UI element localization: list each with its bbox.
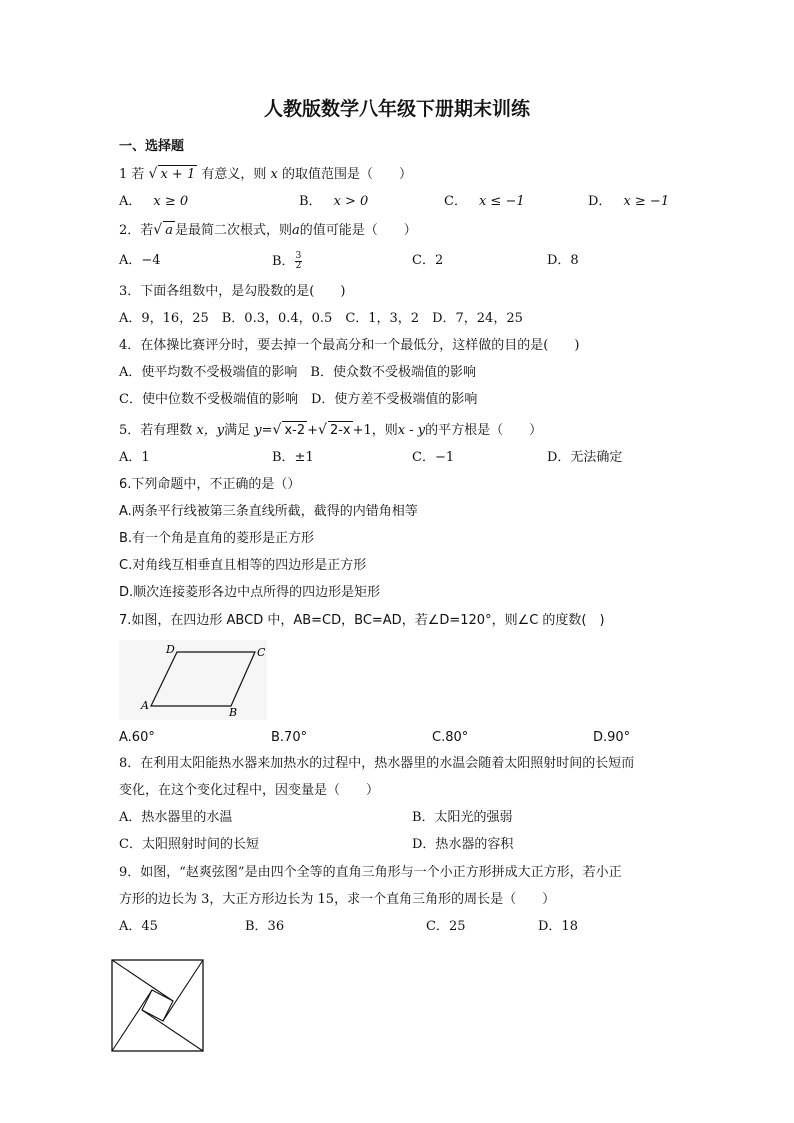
q4-options-line1: A．使平均数不受极端值的影响 B．使众数不受极端值的影响 [119, 365, 476, 380]
question-6-stem: 6.下列命题中，不正确的是（） [119, 477, 301, 492]
question-9-line2: 方形的边长为 3，大正方形边长为 15，求一个直角三角形的周长是（ ） [119, 892, 556, 907]
q8-option-d: D．热水器的容积 [412, 837, 514, 852]
q1-var: x [270, 167, 278, 182]
q1-option-c: C． x ≤ −1 [444, 194, 525, 209]
q1-mid: 有意义，则 [201, 167, 267, 182]
question-8-line2: 变化，在这个变化过程中，因变量是（ ） [119, 783, 380, 798]
q4-options-line2: C．使中位数不受极端值的影响 D．使方差不受极端值的影响 [119, 392, 478, 407]
label-c: C [257, 646, 266, 659]
sqrt-icon: √ [272, 422, 282, 438]
q7-option-a: A.60° [119, 730, 155, 745]
q1-prefix: 1 若 [119, 167, 145, 182]
q2-option-b: B． $\frac{3}{2}$ [272, 251, 302, 271]
q1-suffix: 的取值范围是（ ） [282, 167, 413, 182]
sqrt-icon: √ [148, 166, 158, 182]
q9-option-b: B．36 [245, 919, 285, 934]
parallelogram-figure [119, 640, 267, 720]
q8-option-b: B．太阳光的强弱 [412, 810, 513, 825]
q3-options: A．9，16，25 B．0.3，0.4，0.5 C．1，3，2 D．7，24，25 [119, 311, 523, 326]
q5-option-a: A．1 [119, 450, 150, 465]
q6-option-b: B.有一个角是直角的菱形是正方形 [119, 531, 315, 546]
sqrt-icon: √ [153, 222, 163, 238]
label-d: D [166, 643, 175, 656]
section-heading: 一、选择题 [119, 139, 185, 154]
question-8-line1: 8．在利用太阳能热水器来加热水的过程中，热水器里的水温会随着太阳照射时间的长短而 [119, 756, 635, 771]
question-9-line1: 9．如图，“赵爽弦图”是由四个全等的直角三角形与一个小正方形拼成大正方形，若小正 [119, 865, 622, 880]
label-b: B [229, 706, 238, 719]
q9-option-a: A．45 [119, 919, 158, 934]
sqrt-icon: √ [318, 422, 327, 438]
q5-option-d: D．无法确定 [547, 450, 623, 465]
q2-option-c: C．2 [412, 253, 444, 268]
q6-option-d: D.顺次连接菱形各边中点所得的四边形是矩形 [119, 585, 381, 600]
q9-option-d: D．18 [538, 919, 578, 934]
q8-option-c: C．太阳照射时间的长短 [119, 837, 259, 852]
outer-square [112, 960, 203, 1051]
q9-option-c: C．25 [426, 919, 466, 934]
q1-radicand: x + 1 [160, 167, 196, 182]
inner-square [142, 990, 173, 1021]
q6-option-c: C.对角线互相垂直且相等的四边形是正方形 [119, 558, 367, 573]
q7-option-b: B.70° [271, 730, 308, 745]
q6-option-a: A.两条平行线被第三条直线所截，截得的内错角相等 [119, 504, 418, 519]
question-4-stem: 4．在体操比赛评分时，要去掉一个最高分和一个最低分，这样做的目的是( ) [119, 338, 580, 353]
q8-option-a: A．热水器里的水温 [119, 810, 233, 825]
page-title: 人教版数学八年级下册期末训练 [263, 98, 530, 120]
q1-option-a: A． x ≥ 0 [119, 194, 189, 209]
question-2-stem: 2．若√ a 是最简二次根式，则a的值可能是（ ） [119, 222, 417, 238]
q1-option-b: B． x > 0 [299, 194, 369, 209]
q7-option-c: C.80° [432, 730, 469, 745]
question-1-stem [119, 165, 412, 184]
question-3-stem: 3．下面各组数中，是勾股数的是( ) [119, 284, 346, 299]
q5-option-b: B．±1 [272, 450, 314, 465]
q2-option-d: D．8 [547, 253, 579, 268]
question-7-stem: 7.如图，在四边形 ABCD 中，AB=CD，BC=AD，若∠D=120°，则∠C 的度数( ) [119, 613, 605, 628]
q5-option-c: C．−1 [412, 450, 455, 465]
q7-option-d: D.90° [593, 730, 631, 745]
label-a: A [141, 699, 149, 712]
q2-option-a: A．−4 [119, 253, 161, 268]
zhao-shuang-figure [111, 959, 204, 1052]
q1-option-d: D． x ≥ −1 [588, 194, 670, 209]
question-5-stem: 5．若有理数 x，y满足 y=√ x-2 +√ 2-x +1，则x - y的平方根是（ ） [119, 422, 543, 438]
